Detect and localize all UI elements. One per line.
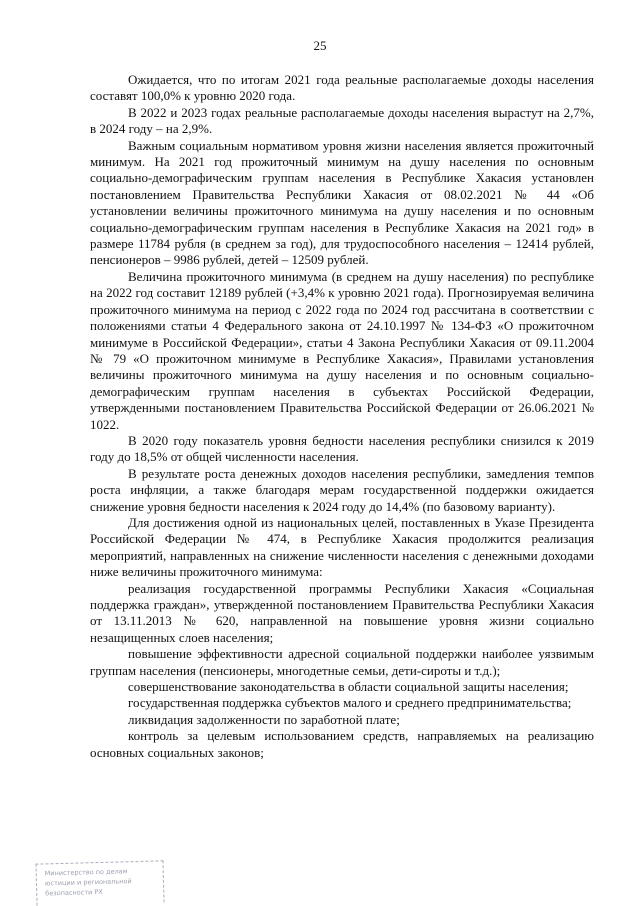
list-item-targeted-support: повышение эффективности адресной социальной поддержки наиболее уязвимым группам населения (пенсионеры, многодетные семьи, дети-сироты и т.д.); bbox=[90, 646, 594, 678]
list-item-state-program: реализация государственной программы Республики Хакасия «Социальная поддержка граждан», утвержденной постановлением Правительства Республики Хакасия от 13.11.2013 № 620, направленной на повышение уровня жизни социально незащищенных слоев населения; bbox=[90, 580, 594, 645]
stamp-line: Министерство по делам bbox=[44, 867, 128, 878]
paragraph-subsistence-minimum: Важным социальным нормативом уровня жизни населения является прожиточный минимум. На 2021 год прожиточный минимум на душу населения по основным социально-демографическим группам населения в Республике Хакасия установлен постановлением Правительства Республики Хакасия от 08.02.2021 № 44 «Об установлении величины прожиточного минимума на душу населения и по основным социально-демографическим группам населения в Республике Хакасия на 2021 год» в размере 11784 рубля (в среднем за год), для трудоспособного населения – 12414 рублей, пенсионеров – 9986 рублей, детей – 12509 рублей. bbox=[90, 137, 594, 268]
registration-stamp bbox=[35, 860, 164, 905]
stamp-line: безопасности РХ bbox=[45, 887, 103, 898]
page-number: 25 bbox=[313, 38, 327, 53]
paragraph-subsistence-2022: Величина прожиточного минимума (в среднем на душу населения) по республике на 2022 год составит 12189 рублей (+3,4% к уровню 2021 года). Прогнозируемая величина прожиточного минимума на период с 2022 года по 2024 год рассчитана в соответствии с положениями статьи 4 Федерального закона от 24.10.1997 № 134-ФЗ «О прожиточном минимуме в Российской Федерации», статьи 4 Закона Республики Хакасия от 09.11.2004 № 79 «О прожиточном минимуме в Республике Хакасия», Правилами установления величины прожиточного минимума на душу населения и по основным социально-демографическим группам населения в субъектах Российской Федерации, утвержденными постановлением Правительства Российской Федерации от 26.06.2021 № 1022. bbox=[90, 268, 594, 432]
paragraph-poverty-forecast: В результате роста денежных доходов населения республики, замедления темпов роста инфляции, а также благодаря мерам государственной поддержки ожидается снижение уровня бедности населения к 2024 году до 14,4% (по базовому варианту). bbox=[90, 465, 594, 514]
stamp-line: юстиции и региональной bbox=[44, 877, 132, 888]
paragraph-income-forecast: В 2022 и 2023 годах реальные располагаемые доходы населения вырастут на 2,7%, в 2024 году – на 2,9%. bbox=[90, 104, 594, 137]
list-item-business-support: государственная поддержка субъектов малого и среднего предпринимательства; bbox=[128, 695, 572, 711]
list-item-wage-arrears: ликвидация задолженности по заработной плате; bbox=[128, 711, 400, 727]
list-item-funds-control: контроль за целевым использованием средств, направляемых на реализацию основных социальных законов; bbox=[90, 728, 594, 760]
paragraph-national-goals: Для достижения одной из национальных целей, поставленных в Указе Президента Российской Федерации № 474, в Республике Хакасия продолжится реализация мероприятий, направленных на снижение численности населения с денежными доходами ниже величины прожиточного минимума: bbox=[90, 514, 594, 580]
paragraph-poverty-2020: В 2020 году показатель уровня бедности населения республики снизился к 2019 году до 18,5% от общей численности населения. bbox=[90, 432, 594, 465]
list-item-legislation: совершенствование законодательства в области социальной защиты населения; bbox=[128, 679, 569, 695]
paragraph-income-2021: Ожидается, что по итогам 2021 года реальные располагаемые доходы населения составят 100,0% к уровню 2020 года. bbox=[90, 72, 594, 104]
document-body bbox=[90, 72, 594, 761]
